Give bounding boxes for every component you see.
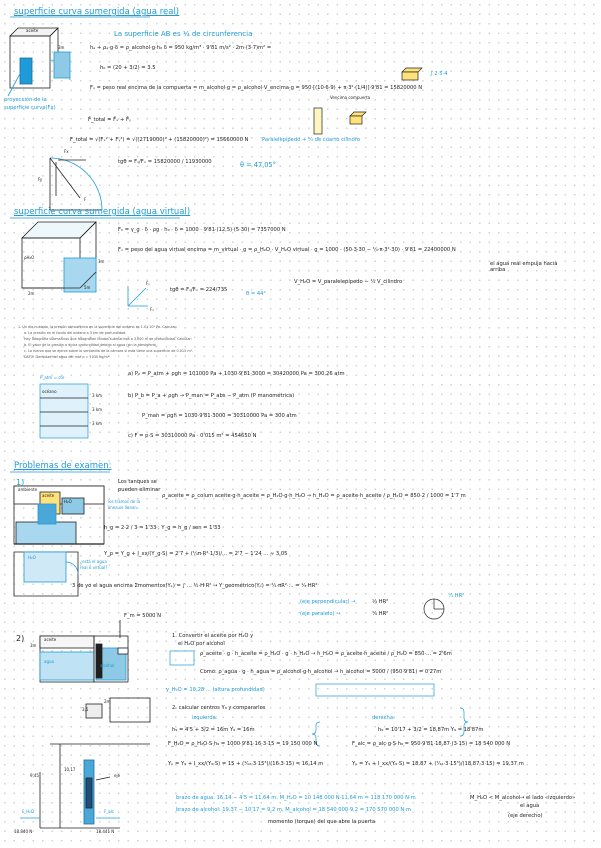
p2-step1b: el H₂O por alcohol — [178, 641, 225, 647]
s2-eq2-note: el agua real empuja hacia arriba — [490, 261, 558, 273]
section4-title: Problemas de examen: — [14, 461, 112, 471]
s2-fig-3m: 3m — [98, 259, 105, 264]
p2-l1: h₉ = 4'5 + 3/2 = 16m Y₉ = 16m — [172, 727, 255, 733]
s2-eq3-result: θ = 44° — [246, 291, 267, 297]
p2-b1: brazo de agua: 16,14 − 4'5 = 11,64 m, M_H₂O = 10 148 000 N·11,64 m = 118 170 000 N·m — [176, 795, 416, 801]
note-ab: La superficie AB es ¼ de circunferencia — [114, 30, 253, 38]
fig-3m-label: 3m — [58, 45, 65, 50]
p2-eq2: Como: ρ_agua · g · h_agua = ρ_alcohol·g·h_alcohol → h_alcohol = 5000 / (950·9'81) = 0'27m — [200, 669, 442, 675]
s3-fig-2: 3 km — [92, 407, 103, 412]
s3-fig-patm: P_atm = cte — [40, 375, 65, 380]
curved-tank-figure — [8, 28, 70, 96]
p2-r1: h₉ = 10'17 + 3/2 = 18,87m Y₉ = 18'87m — [378, 727, 484, 733]
p2-number: 2) — [16, 634, 25, 643]
force-vector-diagram — [50, 158, 102, 210]
s1-eq2: h₀ = (20 + 3/2) = 3.5 — [100, 65, 156, 71]
p2-eq3: y_H₂O = 10,28 ... (altura profundidad) — [166, 687, 265, 693]
s2-eq4: V_H₂O = V_paralelepípedo − ¼ V_cilindro — [294, 279, 403, 285]
s1-eq6-result: θ = 47,05° — [240, 161, 276, 169]
s1-eq5: F_total = √(Fₓ² + Fᵧ²) = √((2719000)² + (15820000)²) = 15660000 N — [70, 137, 249, 143]
circle-sketch — [424, 599, 444, 619]
p2-b2: brazo de alcohol: 19,37 − 10'17 = 9,2 m, M_alcohol = 18 540 000·9,2 = 170 570 000 N·m — [176, 807, 411, 813]
p2-res4: (eje derecho) — [508, 813, 543, 819]
s3-pasted-4: b. El valor de la presión a dicha profundidad debido al agua (sin la atmósfera). — [24, 343, 158, 347]
p1-fig-note-1: ¿está el agua — [80, 559, 107, 564]
s3-fig-label: océano — [42, 389, 57, 394]
s3-pasted-2: a. La presión en el fondo del océano a 3 km de profundidad. — [24, 331, 127, 335]
p2-fig-f1: F_H₂O — [22, 809, 35, 814]
problem1-figure — [14, 486, 104, 596]
p2-fig-f2: F_alc — [104, 809, 115, 814]
p2-l2: F_H₂O = ρ_H₂O·S·h₉ = 1000·9'81·16·3·15 = 19 150 000 N — [168, 741, 318, 747]
s2-eq2: Fᵥ = peso del agua virtual encima = m_virtual · g = ρ_H₂O · V_H₂O virtual · g = 1000 · (50·3·30 − ¼·π·3²·30) · 9'81 = 22400000 N — [118, 247, 456, 253]
p2-fig-4: 10,17 — [64, 767, 76, 772]
p2-fig-v1: 18.840 N — [14, 829, 33, 834]
p1-notes-2: línea se llenan — [108, 505, 137, 510]
p1-txt2: pueden eliminar — [118, 487, 161, 493]
s2-vec-fx: Fₓ — [150, 307, 155, 312]
s3-pasted-1: 1. Un día nublado, la presión atmosférica en la superficie del océano es 1.01·10⁵ Pa. Calcular: — [18, 325, 178, 329]
p1-fig-h2o: H₂O — [64, 499, 72, 504]
p1-eq2: h_g = 2·2 / 3 = 1'33 ; Y_g = h_g / sen = 1'33 — [104, 525, 221, 531]
s3-eq-a: a) P₂ = P_atm + ρgh = 101000 Pa + 1030·9'81·3000 = 30420000 Pa = 300,26 atm — [128, 371, 345, 377]
p2-fig-val: F_m = 5000 N — [124, 613, 162, 619]
p2-r2: F_alc = ρ_alc·g·S·h₉ = 950·9'81·18,87·(3·15) = 18 540 000 N — [352, 741, 511, 747]
fig-top-label: aceite — [26, 28, 39, 33]
p2-fig-h: 3m — [30, 643, 37, 648]
p1-fig-aceite: aceite — [42, 493, 55, 498]
p1-eq3: Y_p = Y_g + I_xx/(Y_g·S) = 2'7 + (¼π·R⁴·1/3)/... = 2'7 − 1'24 ... ≈ 3,05 — [104, 551, 288, 557]
s2-eq3: tgθ = Fᵧ/Fₓ = 224/735 — [170, 287, 228, 293]
s2-vec-fy: Fᵧ — [146, 281, 150, 286]
p2-fig-2: 3,5 — [82, 707, 89, 712]
s1-eq1: hₐ + ρₐ·g·δ = ρ_alcohol·g·h₀ δ = 950 kg/m³ · 9'81 m/s² · 2m·(3·7)m² = — [90, 45, 272, 51]
virtual-force-vectors — [128, 286, 148, 306]
p2-der: derecha: — [372, 715, 395, 721]
fig-caption-1: proyección de la — [4, 97, 47, 103]
p1-l1: (eje perpendicular) → — [300, 599, 356, 605]
p2-res2: → el lado «izquierdo» — [520, 795, 576, 801]
p2-l3: Yₚ = Y₉ + I_xx/(Y₉·S) = 15 + (¹⁄₁₂·3·15³)/(16·3·15) = 16,14 m — [168, 761, 324, 767]
p2-eq1: ρ_aceite · g · h_aceite = ρ_H₂O · g · h_H₂O → h_H₂O = ρ_aceite·h_aceite / ρ_H₂O = 850·... = 2'6m — [200, 651, 452, 657]
p2-step1: 1. Convertir el aceite por H₂O y — [172, 633, 254, 639]
p1-r2: ¼ HR² — [372, 611, 389, 617]
s1-eq6: tgθ = Fᵧ/Fₓ = 15820000 / 11930000 — [118, 159, 212, 165]
s3-eq-c: c) F = p·S = 30310000 Pa · 0'015 m² = 454650 N — [128, 433, 257, 439]
p2-r3: Yₚ = Y₉ + I_xx/(Y₉·S) = 18,87 + (¹⁄₁₂·3·15³)/(18,87·3·15) = 19,37 m — [352, 761, 524, 767]
s3-eq-b: b) P_b = P_a + ρgh → P_man = P_abs − P_atm (P manométrica) — [128, 393, 295, 399]
s1-eq3-note: Vencima compuerta — [330, 95, 371, 100]
p1-r1: ⅓ HR² — [372, 599, 389, 605]
p2-fig-top: aceite — [44, 637, 57, 642]
p2-fig-dim: 2m — [104, 699, 111, 704]
s1-eq5-tail: Paralelepípedo + ¼ de cuarto cilindro — [262, 137, 361, 143]
problem2-figure — [20, 620, 150, 828]
p2-fig-v2: 18.441 N — [96, 829, 115, 834]
p1-fig-top: ambiente — [18, 487, 38, 492]
s3-fig-3: 3 km — [92, 421, 103, 426]
p1-notes-1: los tramos de la — [108, 499, 141, 504]
p1-circle-label: ¼ HR² — [448, 593, 465, 599]
s3-pasted-6: DATO: Densidad del agua del mar ρ = 1030 kg/m³ — [24, 355, 110, 359]
p1-l2: (eje paralelo) → — [300, 611, 341, 617]
p1-fig-note-2: real o virtual? — [80, 565, 108, 570]
p1-line: 3 de yo el agua encima Σmomentos(Yₚ) = ∫ ... ½·H·R² → Y_geométrico(Yₚ) = ¼·πR²·... = ¹⁄₃·HR² — [72, 583, 318, 589]
s3-eq-b2: P_man = ρgh = 1030·9'81·3000 = 30310000 Pa = 300 atm — [142, 413, 297, 419]
p2-fig-eje: eje — [114, 773, 121, 778]
section2-title: superficie curva sumergida (agua virtual) — [14, 207, 191, 217]
s2-fig-5m: 5m — [84, 285, 91, 290]
p1-eq1: ρ_aceite = ρ_colum aceite·g·h_aceite = ρ_H₂O·g·h_H₂O → h_H₂O = ρ_aceite·h_aceite / ρ_H₂O = 850·2 / 1000 = 1'7 m — [162, 493, 466, 499]
p2-fig-mid: agua — [44, 659, 54, 664]
p1-number: 1) — [16, 478, 25, 487]
s1-eq4: F̄_total = F̄ₓ + F̄ᵧ — [88, 117, 131, 123]
p2-mom: momento (torque) del que abre la puerta — [268, 819, 376, 825]
p2-res1: M_H₂O < M_alcohol — [470, 795, 521, 801]
s2-fig-2m: 2m — [28, 291, 35, 296]
p2-fig-bot: alcohol — [100, 663, 115, 668]
s3-pasted-5: c. La fuerza que se ejerce sobre la ventanilla de la cámara si esta tiene una superficie de 0.015 m². — [24, 349, 194, 353]
3d-box-sketches — [314, 68, 422, 134]
fig-caption-2: superficie curva(Fx) — [4, 105, 56, 111]
section1-title: superficie curva sumergida (agua real) — [14, 7, 180, 17]
p2-fig-3: 9,45 — [30, 773, 39, 778]
s3-fig-1: 3 km — [92, 393, 103, 398]
p2-step2: 2. calcular centros Y₉ y compararlos — [172, 705, 266, 711]
vec-fx-label: Fx — [64, 149, 69, 154]
s1-eq3: Fᵧ = peso real encima de la compuerta = m_alcohol·g = ρ_alcohol·V_encima·g = 950·[(10·6·9) + π·3²·(1/4)]·9'81 = 15820000 N — [90, 85, 423, 91]
s1-eq3-right: ∫ 2·5·4 — [430, 71, 448, 77]
s3-pasted-3: Hay fotografía submarinos que fotografían fondos submarinos a 3.000 m de profundidad. Calcular: — [24, 337, 192, 341]
p2-res3: el agua — [520, 803, 540, 809]
p1-txt1: Los tanques se — [118, 479, 157, 485]
vec-fy-label: Fy — [38, 177, 43, 182]
vec-f-label: F — [84, 197, 87, 202]
p1-fig-water: H₂O — [28, 555, 36, 560]
p2-izq: izquierda: — [192, 715, 218, 721]
s2-fig-water: ρH₂O — [24, 255, 35, 260]
s2-eq1: Fₕ = γ_g · δ · ρg · h₀ · δ = 1000 · 9'81·(12,5)·(5·30) = 7357000 N — [118, 227, 286, 233]
